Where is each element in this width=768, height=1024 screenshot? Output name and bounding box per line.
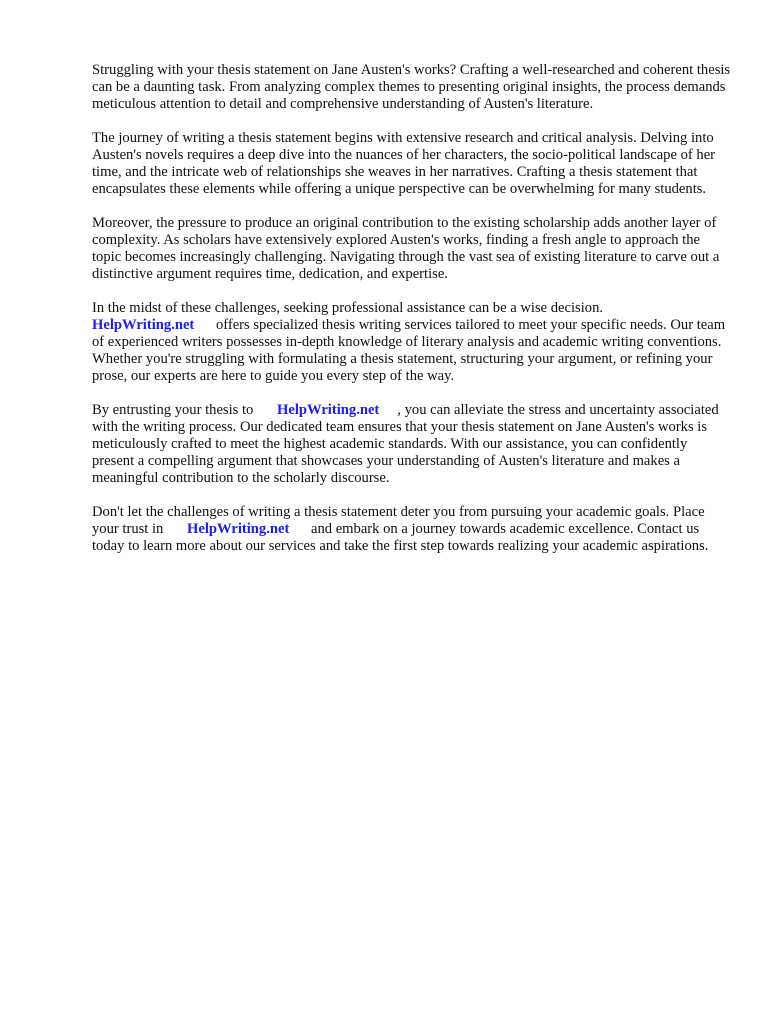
paragraph-text: , you can alleviate the stress and uncertainty associated with the writing process. Our dedicated team ensures that your thesis statement on Jane Austen's works is meticulously crafted to meet the highest academic standards. With our assistance, you can confidently present a compelling argument that showcases your understanding of Austen's literature and makes a meaningful contribution to the scholarly discourse. <box>92 402 719 486</box>
helpwriting-link[interactable]: HelpWriting.net <box>277 402 380 418</box>
paragraph-pressure <box>92 215 732 283</box>
paragraph-journey <box>92 130 732 198</box>
paragraph-text: By entrusting your thesis to <box>92 402 254 418</box>
paragraph-text: and embark on a journey towards academic excellence. Contact us today to learn more about our services and take the first step towards realizing your academic aspirations. <box>92 521 709 554</box>
paragraph-closing <box>92 504 732 555</box>
document-body <box>92 62 732 572</box>
paragraph-text: Don't let the challenges of writing a thesis statement deter you from pursuing your academic goals. Place your trust in <box>92 504 705 537</box>
paragraph-intro <box>92 62 732 113</box>
helpwriting-link[interactable]: HelpWriting.net <box>187 521 290 537</box>
paragraph-text: The journey of writing a thesis statement begins with extensive research and critical analysis. Delving into Austen's novels requires a deep dive into the nuances of her characters, the socio-political landscape of her time, and the intricate web of relationships she weaves in her narratives. Crafting a thesis statement that encapsulates these elements while offering a unique perspective can be overwhelming for many students. <box>92 130 716 197</box>
paragraph-text: Struggling with your thesis statement on Jane Austen's works? Crafting a well-researched and coherent thesis can be a daunting task. From analyzing complex themes to presenting original insights, the process demands meticulous attention to detail and comprehensive understanding of Austen's literature. <box>92 62 731 112</box>
paragraph-assistance <box>92 300 732 385</box>
paragraph-text: In the midst of these challenges, seeking professional assistance can be a wise decision. <box>92 300 604 316</box>
helpwriting-link[interactable]: HelpWriting.net <box>92 317 195 333</box>
paragraph-text: offers specialized thesis writing services tailored to meet your specific needs. Our team of experienced writers possesses in-depth knowledge of literary analysis and academic writing conventions. Whether you're struggling with formulating a thesis statement, structuring your argument, or refining your prose, our experts are here to guide you every step of the way. <box>92 317 726 384</box>
paragraph-entrusting <box>92 402 732 487</box>
paragraph-text: Moreover, the pressure to produce an original contribution to the existing scholarship adds another layer of complexity. As scholars have extensively explored Austen's works, finding a fresh angle to approach the topic becomes increasingly challenging. Navigating through the vast sea of existing literature to carve out a distinctive argument requires time, dedication, and expertise. <box>92 215 720 282</box>
